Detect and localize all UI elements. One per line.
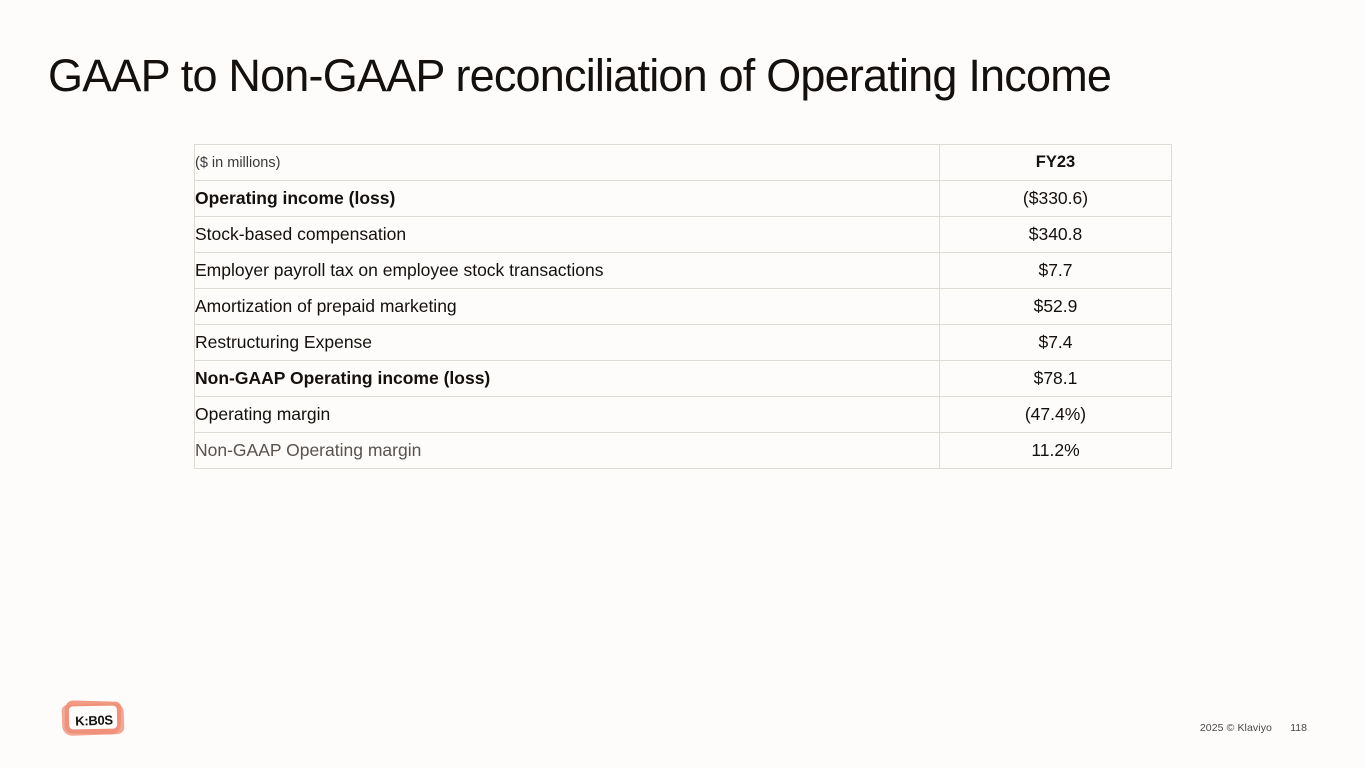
table-row xyxy=(195,253,1172,289)
row-label: Operating margin xyxy=(195,397,940,433)
row-value: $52.9 xyxy=(940,289,1172,325)
table-row xyxy=(195,433,1172,469)
row-value: ($330.6) xyxy=(940,181,1172,217)
row-label: Non-GAAP Operating income (loss) xyxy=(195,361,940,397)
table-row xyxy=(195,397,1172,433)
row-value: $7.4 xyxy=(940,325,1172,361)
page-title: GAAP to Non-GAAP reconciliation of Operating Income xyxy=(48,50,1112,101)
footer-copyright: 2025 © Klaviyo xyxy=(1199,722,1272,734)
row-label: Restructuring Expense xyxy=(195,325,940,361)
logo-wordmark: K:B0S xyxy=(74,711,114,729)
row-label: Operating income (loss) xyxy=(195,181,940,217)
table-header-row xyxy=(195,145,1172,181)
reconciliation-table-container xyxy=(194,144,1171,469)
table-row xyxy=(195,181,1172,217)
row-value: (47.4%) xyxy=(940,397,1172,433)
table-row xyxy=(195,289,1172,325)
row-label: Amortization of prepaid marketing xyxy=(195,289,940,325)
row-label: Employer payroll tax on employee stock transactions xyxy=(195,253,940,289)
row-value: $78.1 xyxy=(940,361,1172,397)
row-value: $7.7 xyxy=(940,253,1172,289)
klaviyo-logo xyxy=(62,700,126,740)
reconciliation-table xyxy=(194,144,1172,469)
table-row xyxy=(195,361,1172,397)
row-value: 11.2% xyxy=(940,433,1172,469)
row-label: Non-GAAP Operating margin xyxy=(195,433,940,469)
row-label: Stock-based compensation xyxy=(195,217,940,253)
table-row xyxy=(195,325,1172,361)
table-row xyxy=(195,217,1172,253)
column-header-units: ($ in millions) xyxy=(195,145,940,181)
row-value: $340.8 xyxy=(940,217,1172,253)
footer-page-number: 118 xyxy=(1290,722,1307,734)
column-header-fy23: FY23 xyxy=(940,145,1172,181)
